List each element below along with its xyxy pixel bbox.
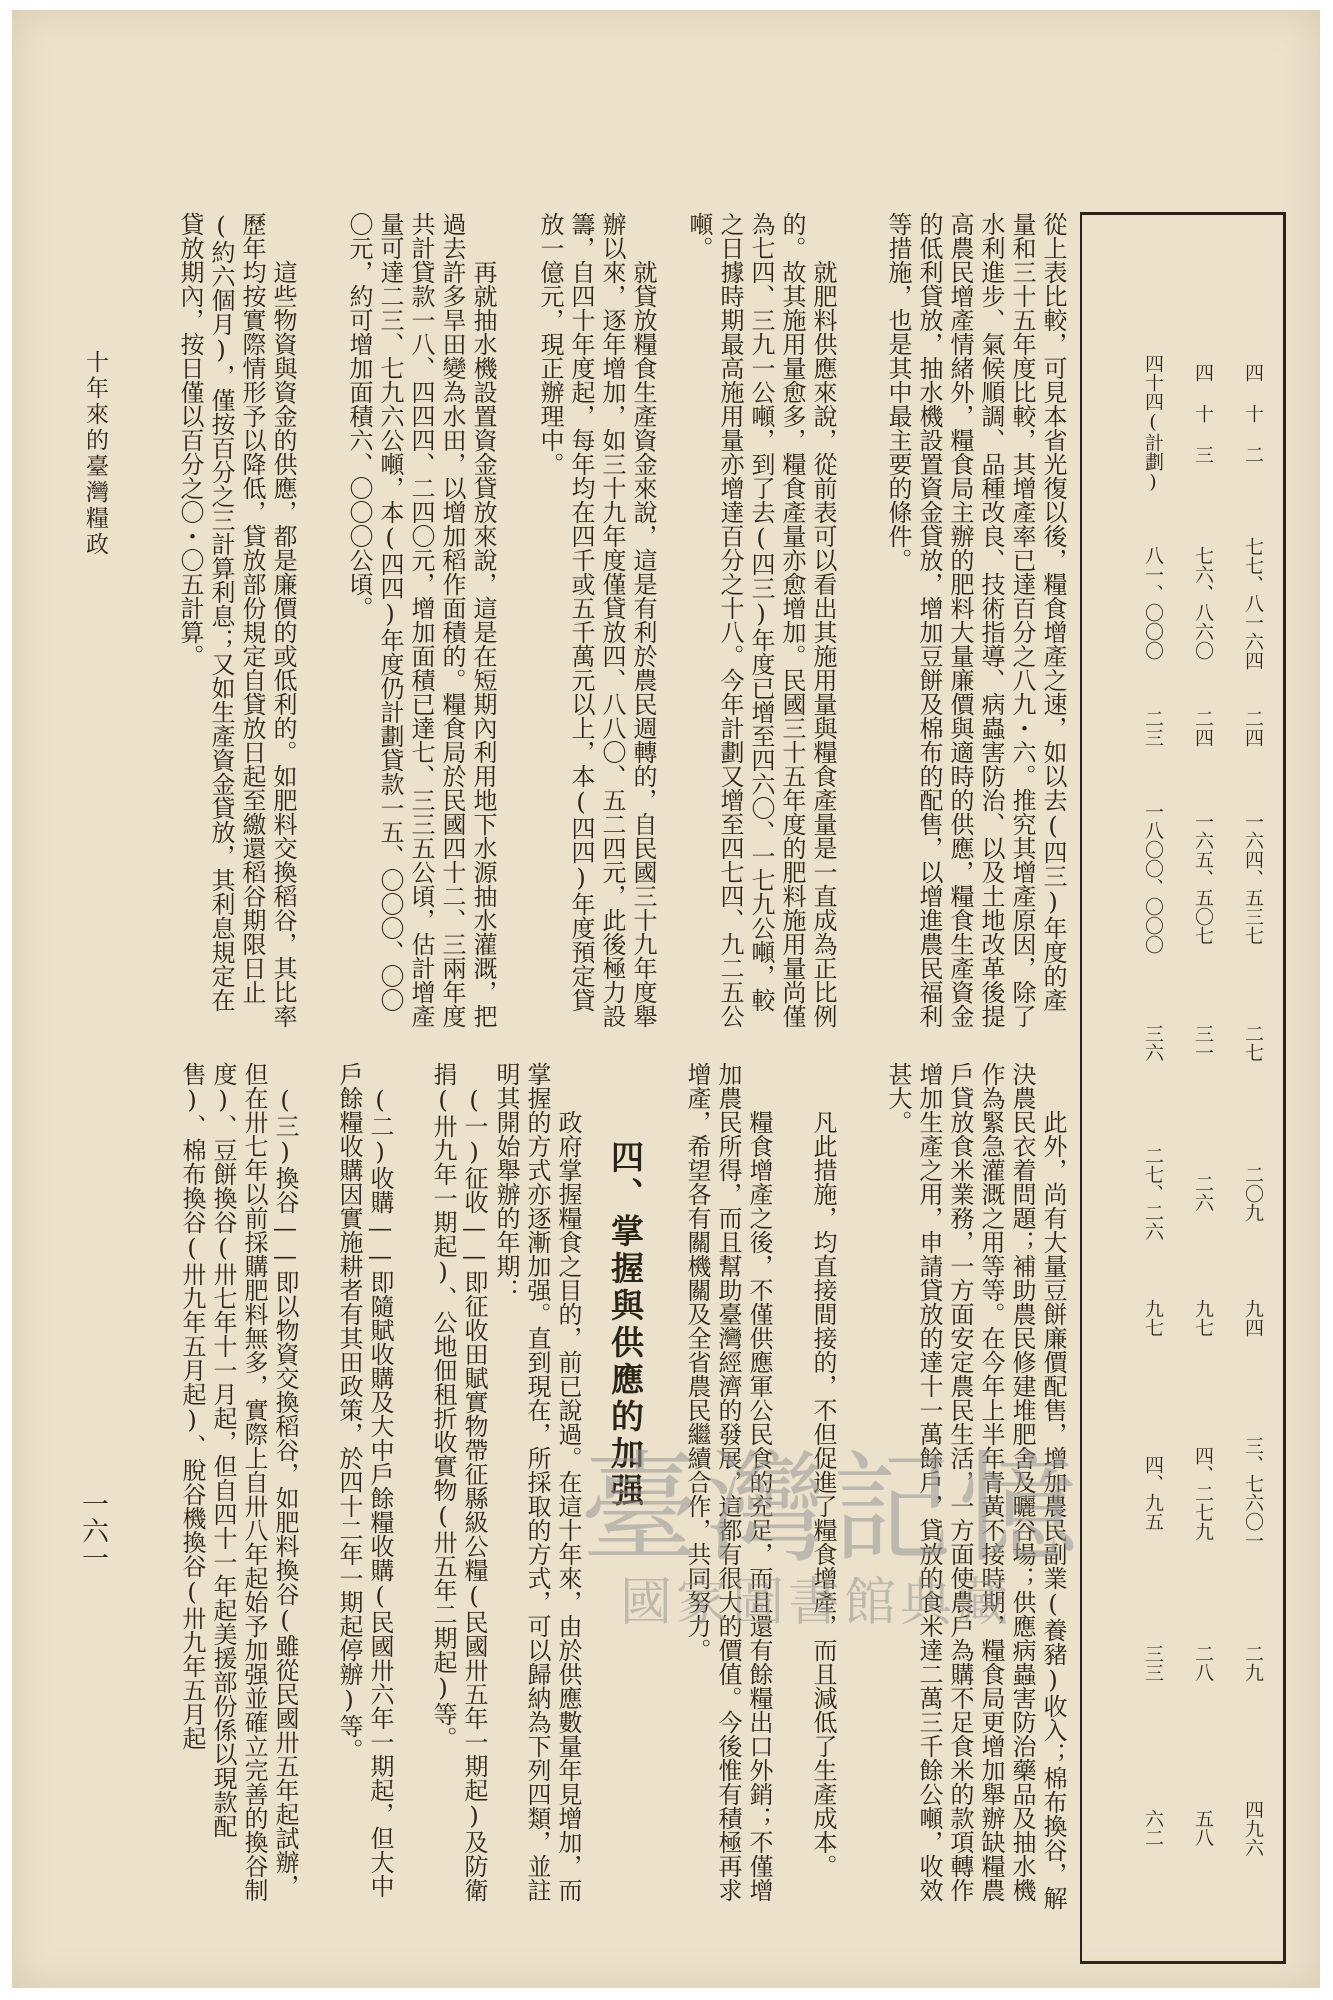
table-cell: 四九六 [1242, 1799, 1264, 1857]
table-cell: 二八 [1192, 1644, 1214, 1682]
paragraph-7: 凡此措施，均直接間接的，不但促進了糧食增產，而且減低了生產成本。 [809, 1110, 837, 1878]
table-year: 四 十 二 [1242, 362, 1264, 464]
table-cell: 八一、〇〇〇 [1142, 546, 1164, 660]
table-left-rule [1080, 212, 1082, 1964]
table-cell: 七七、八一六四 [1242, 536, 1264, 670]
table-cell: 二四 [1192, 709, 1214, 747]
watermark-title: 臺灣記憶 [580, 1440, 1084, 1579]
table-cell: 四、二七九 [1192, 1445, 1214, 1541]
table-cell: 五八 [1192, 1809, 1214, 1847]
watermark-library: 國家圖書館典藏 [620, 1573, 1013, 1633]
table-cell: 四、九五 [1142, 1455, 1164, 1531]
table-cell: 二四 [1242, 709, 1264, 747]
table-cell: 二九 [1242, 1644, 1264, 1682]
table-cell: 六二 [1142, 1809, 1164, 1847]
table-cell: 七六、八六〇 [1192, 546, 1214, 660]
table-bottom-rule [1080, 1961, 1286, 1964]
table-cell: 二七、二六 [1142, 1145, 1164, 1241]
paragraph-3: 就貸放糧食生產資金來說，這是有利於農民週轉的，自民國三十九年度舉辦以來，逐年增加，如三十九年度僅貸放四、八八〇、五二四元，此後極力設籌，自四十年度起，每年均在四千或五千萬元以上，本(四四)年度預定貸放一億元，現正辦理中。 [536, 212, 657, 1028]
paragraph-5: 這些物資與資金的供應，都是廉價的或低利的。如肥料交換稻谷，其比率歷年均按實際情形予以降低，貸放部份規定自貸放日起至繳還稻谷期限日止(約六個月)，僅按百分之三計算利息；又如生產資金貸放，其利息規定在貸放期內，按日僅以百分之〇・〇五計算。 [176, 212, 297, 1028]
table-cell: 二六 [1192, 1174, 1214, 1212]
table-row [1130, 218, 1176, 1958]
table-top-rule [1080, 212, 1286, 215]
table-cell: 九七 [1192, 1299, 1214, 1337]
table-cell: 三六 [1142, 1024, 1164, 1062]
table-cell: 九四 [1242, 1299, 1264, 1337]
table-cell: 一六四、五三七 [1242, 811, 1264, 945]
library-watermark [540, 1440, 1200, 1635]
running-title: 十年來的臺灣糧政 [82, 350, 108, 558]
table-row [1230, 218, 1276, 1958]
paragraph-1: 從上表比較，可見本省光復以後，糧食增產之速，如以去(四三)年度的產量和三十五年度比較，其增產率已達百分之八九・六。推究其增產原因，除了水利進步、氣候順調、品種改良、技術指導、病蟲害防治、以及土地改革後提高農民增產情緒外，糧食局主辦的肥料大量廉價與適時的供應，糧食生產資金的低利貸放，抽水機設置資金貸放，增加豆餅及棉布的配售，以增進農民福利等措施，也是其中最主要的條件。 [884, 212, 1067, 1028]
paragraph-11: (二)收購——即隨賦收購及大中戶餘糧收購(民國卅六年一期起，但大中戶餘糧收購因實施耕者有其田政策，於四十二年一期起停辦)等。 [335, 1062, 394, 1898]
table-cell: 二七 [1242, 1024, 1264, 1062]
table-cell: 三三 [1142, 1644, 1164, 1682]
paragraph-9: 政府掌握糧食之目的，前已說過。在這十年來，由於供應數量年見增加，而掌握的方式亦逐漸加强。直到現在，所採取的方式，可以歸納為下列四類，並註明其開始舉辦的年期： [492, 1062, 582, 1902]
table-cell: 三、七六〇一 [1242, 1436, 1264, 1550]
table-cell: 一八〇〇、〇〇〇 [1142, 802, 1164, 954]
table-cell: 三一 [1192, 1024, 1214, 1062]
page-number: 一六一 [77, 1490, 108, 1571]
paragraph-6: 此外，尚有大量豆餅廉價配售，增加農民副業(養豬)收入；棉布換谷，解決農民衣着問題；補助農民修建堆肥舍及曬谷場；供應病蟲害防治藥品及抽水機作為緊急灌溉之用等等。在今年上半年青黃不接時期，糧食局更增加舉辦缺糧農戶貸放食米業務，一方面安定農民生活，一方面使農戶為購不足食米的款項轉作增加生產之用，申請貸放的達十一萬餘戶，貸放的食米達二萬三千餘公噸，收效甚大。 [884, 1062, 1067, 1910]
table-cell: 一六五、五〇七 [1192, 811, 1214, 945]
paragraph-2: 就肥料供應來說，從前表可以看出其施用量與糧食產量是一直成為正比例的。故其施用量愈多，糧食產量亦愈增加。民國三十五年度的肥料施用量尚僅為七四、三九一公噸，到了去(四三)年度已增至四六〇、一七九公噸，較之日據時期最高施用量亦增達百分之十八。今年計劃又增至四七四、九二五公噸。 [685, 212, 837, 1028]
paragraph-12: (三)換谷——即以物資交換稻谷，如肥料換谷(雖從民國卅五年起試辦，但在卅七年以前採購肥料無多，實際上自卅八年起始予加强並確立完善的換谷制度)、豆餅換谷(卅七年十一月起，但自四十一年起美援部份係以現款配售)、棉布換谷(卅九年五月起)、脫谷機換谷(卅九年五月起 [178, 1062, 299, 1902]
production-table [1080, 212, 1286, 1964]
paragraph-4: 再就抽水機設置資金貸放來說，這是在短期內利用地下水源抽水灌溉，把過去許多旱田變為水田，以增加稻作面積的。糧食局於民國四十二、三兩年度共計貸款一八、四四四、二四〇元，增加面積已達七、三三五公頃，估計增產量可達二三、七九六公噸，本(四四)年度仍計劃貸款一五、〇〇〇、〇〇〇元，約可增加面積六、〇〇〇公頃。 [345, 212, 497, 1028]
paragraph-8: 糧食增產之後，不僅供應軍公民食的充足，而且還有餘糧出口外銷；不僅增加農民所得，而且幫助臺灣經濟的發展，這都有很大的價值。今後惟有積極再求增產，希望各有關機關及全省農民繼續合作，共同努力。 [683, 1062, 773, 1902]
table-year: 四十四(計劃) [1142, 353, 1164, 493]
table-row [1180, 218, 1226, 1958]
section-heading: 四、掌握與供應的加强 [606, 1140, 645, 1510]
paragraph-10: (一)征收——即征收田賦實物帶征縣級公糧(民國卅五年一期起)及防衛捐(卅九年一期起)、公地佃租折收實物(卅五年二期起)等。 [429, 1062, 488, 1902]
table-year: 四 十 三 [1192, 362, 1214, 464]
table-right-rule [1283, 212, 1286, 1964]
table-cell: 二三 [1142, 709, 1164, 747]
table-cell: 二〇九 [1242, 1164, 1264, 1222]
table-cell: 九七 [1142, 1299, 1164, 1337]
